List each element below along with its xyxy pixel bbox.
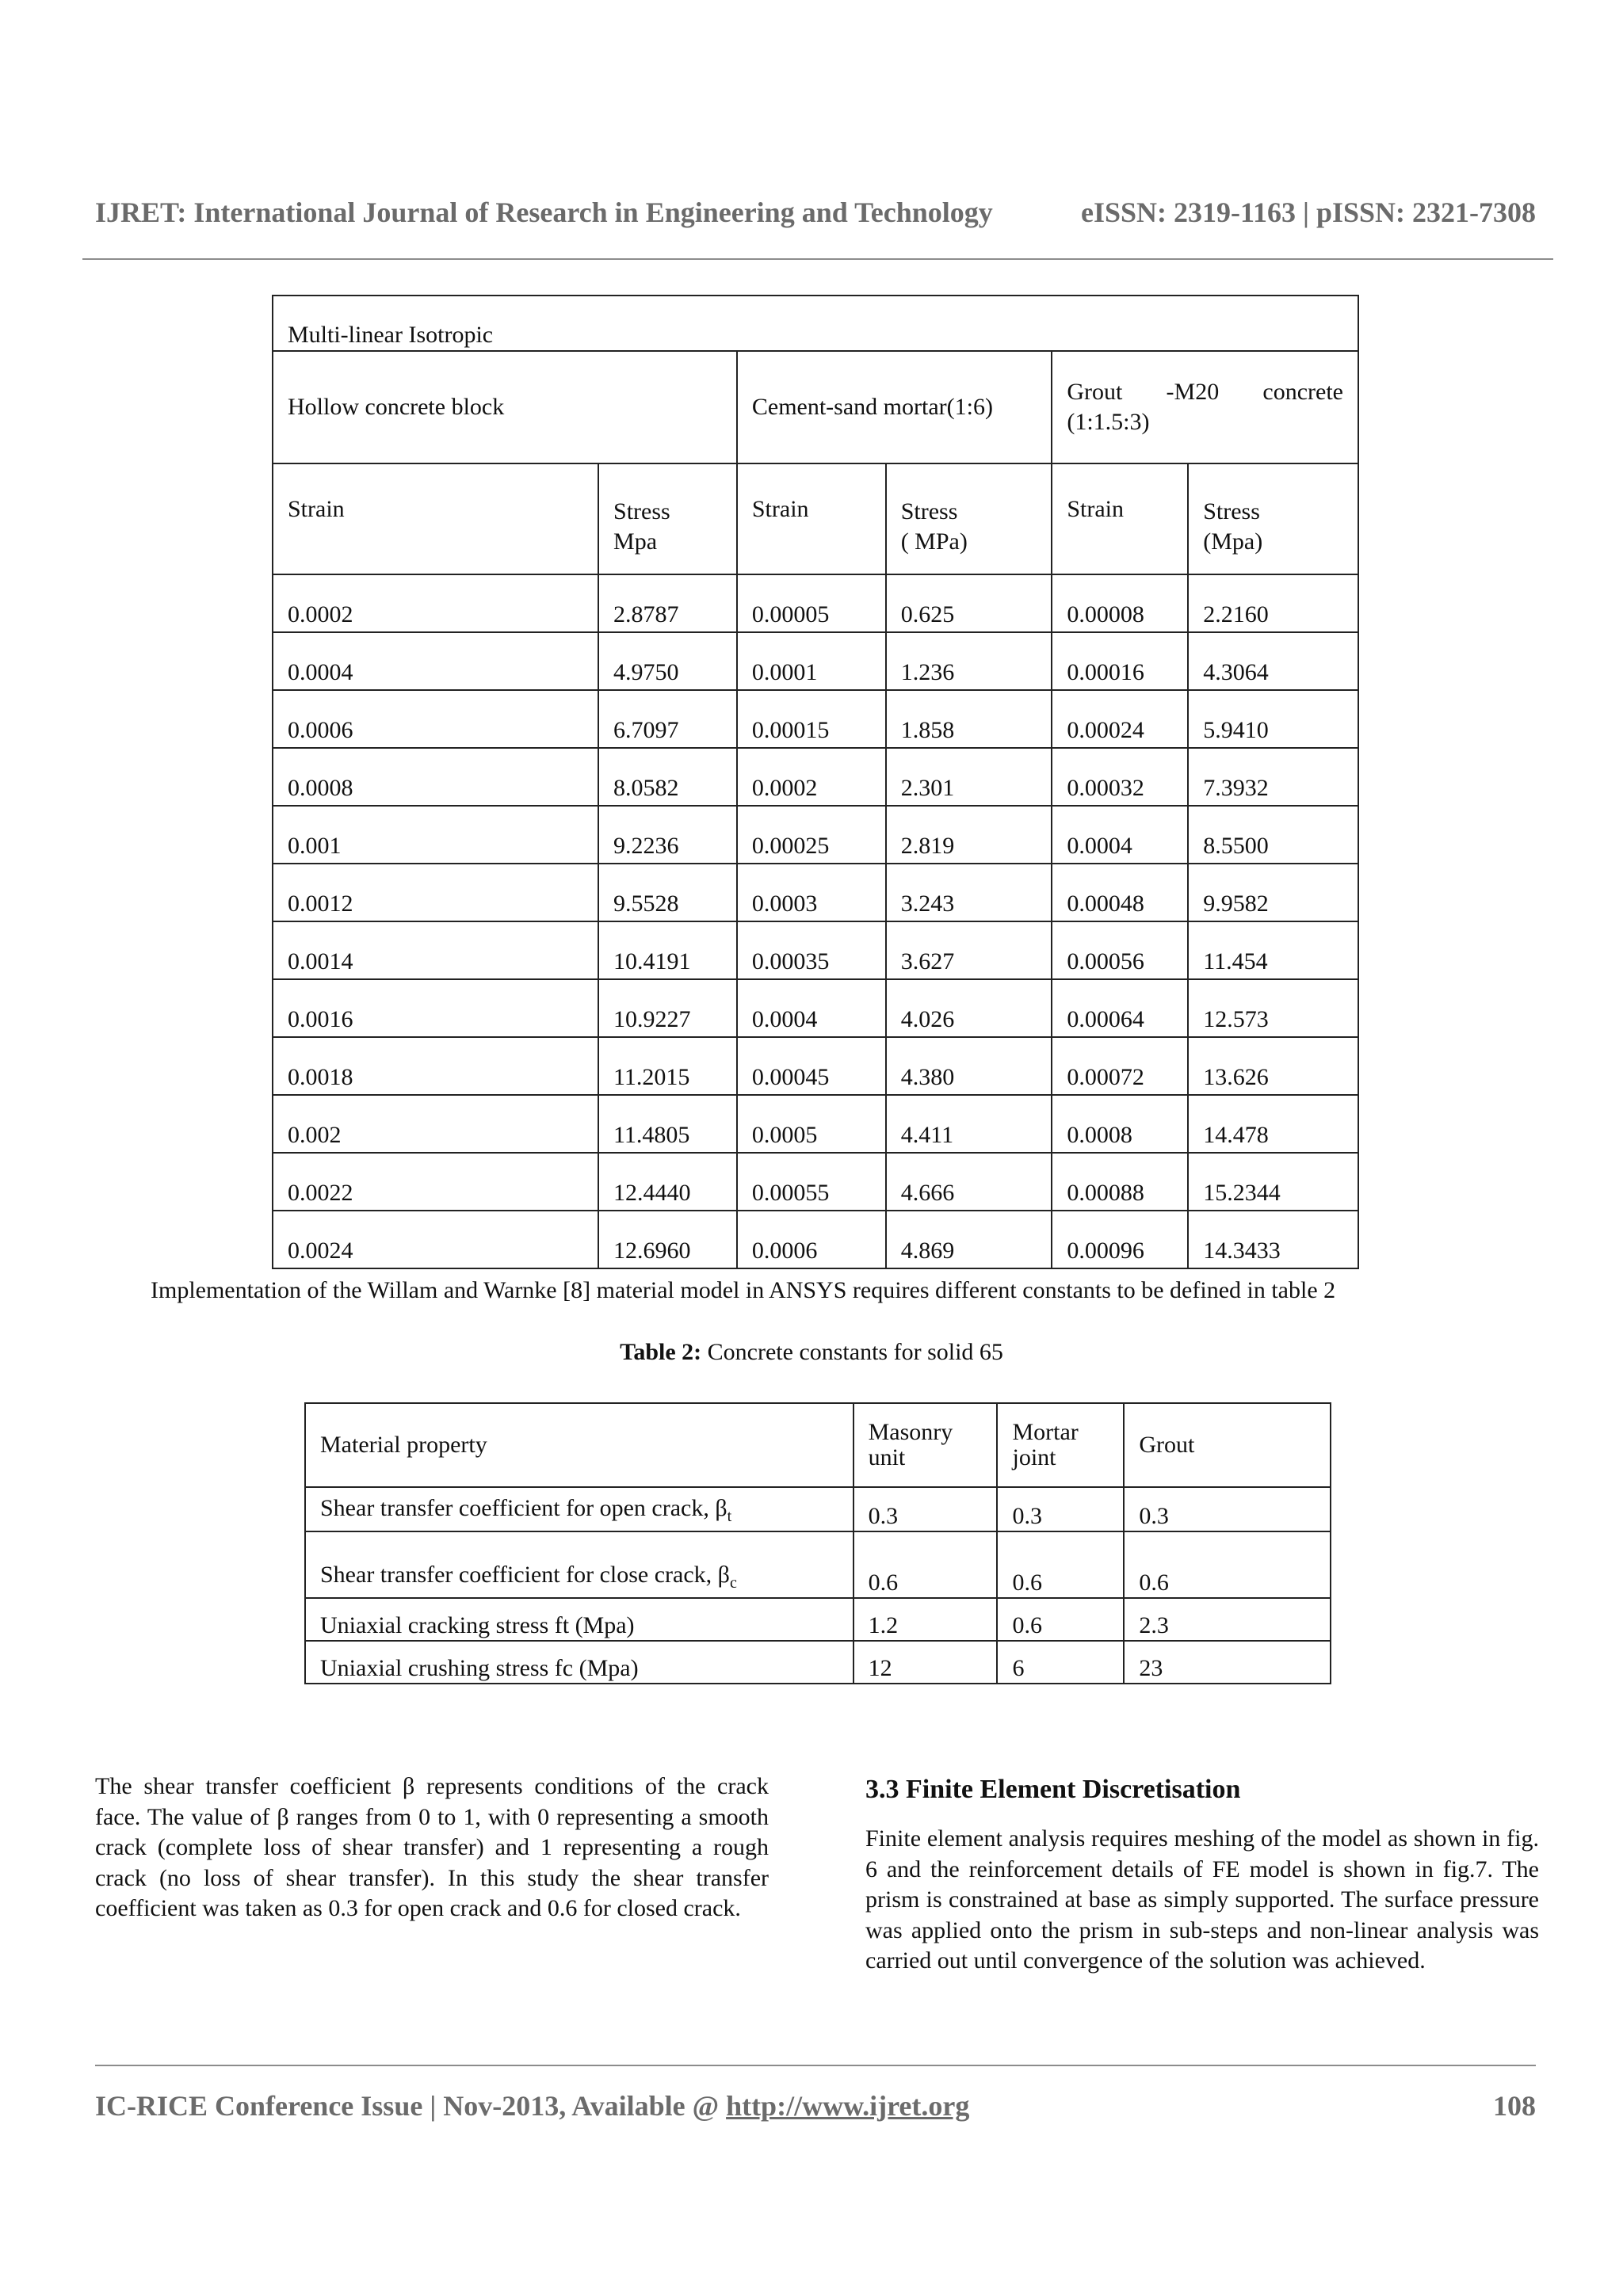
block-strain-cell: 0.002 bbox=[273, 1095, 598, 1153]
mortar-stress-cell: 4.869 bbox=[886, 1211, 1052, 1268]
mortar-stress-cell: 4.026 bbox=[886, 979, 1052, 1037]
grout-stress-cell: 14.3433 bbox=[1188, 1211, 1358, 1268]
grout-cell: 2.3 bbox=[1124, 1598, 1331, 1641]
footer-rule bbox=[95, 2065, 1536, 2066]
table-row bbox=[305, 1598, 1331, 1641]
table-row bbox=[273, 690, 1358, 748]
grout-cell: 0.6 bbox=[1124, 1531, 1331, 1598]
intro-line: Implementation of the Willam and Warnke [8] material model in ANSYS requires different constants to be defined in table 2 bbox=[151, 1277, 1336, 1303]
table2-header-row bbox=[305, 1403, 1331, 1487]
masonry-cell: 12 bbox=[854, 1641, 998, 1684]
col-stress-2: Stress ( MPa) bbox=[886, 463, 1052, 574]
block-stress-cell: 2.8787 bbox=[598, 574, 737, 632]
table-title-row bbox=[273, 296, 1358, 351]
header-material-property: Material property bbox=[305, 1403, 854, 1487]
block-stress-cell: 11.2015 bbox=[598, 1037, 737, 1095]
block-strain-cell: 0.0014 bbox=[273, 921, 598, 979]
issn-label: eISSN: 2319-1163 | pISSN: 2321-7308 bbox=[1081, 196, 1536, 228]
footer-issue: IC-RICE Conference Issue | Nov-2013, Available @ http://www.ijret.org bbox=[95, 2090, 970, 2122]
block-stress-cell: 10.4191 bbox=[598, 921, 737, 979]
block-stress-cell: 4.9750 bbox=[598, 632, 737, 690]
grout-strain-cell: 0.00008 bbox=[1052, 574, 1188, 632]
mortar-stress-cell: 1.858 bbox=[886, 690, 1052, 748]
mortar-strain-cell: 0.0002 bbox=[737, 748, 886, 806]
block-strain-cell: 0.0004 bbox=[273, 632, 598, 690]
material-header-row bbox=[273, 351, 1358, 463]
grout-strain-cell: 0.00088 bbox=[1052, 1153, 1188, 1211]
col-strain-3: Strain bbox=[1052, 463, 1188, 574]
col-strain-2: Strain bbox=[737, 463, 886, 574]
grout-strain-cell: 0.00032 bbox=[1052, 748, 1188, 806]
block-strain-cell: 0.0018 bbox=[273, 1037, 598, 1095]
column-header-row bbox=[273, 463, 1358, 574]
property-cell: Uniaxial cracking stress ft (Mpa) bbox=[305, 1598, 854, 1641]
mortar-strain-cell: 0.0001 bbox=[737, 632, 886, 690]
table-row bbox=[305, 1487, 1331, 1531]
grout-cell: 0.3 bbox=[1124, 1487, 1331, 1531]
table-row bbox=[273, 806, 1358, 864]
block-strain-cell: 0.0012 bbox=[273, 864, 598, 921]
block-strain-cell: 0.0024 bbox=[273, 1211, 598, 1268]
block-stress-cell: 9.2236 bbox=[598, 806, 737, 864]
mortar-stress-cell: 2.301 bbox=[886, 748, 1052, 806]
page-number: 108 bbox=[1493, 2090, 1536, 2122]
journal-title: IJRET: International Journal of Research in Engineering and Technology bbox=[95, 196, 993, 228]
property-cell: Shear transfer coefficient for close crack, $\beta_c$ bbox=[305, 1531, 854, 1598]
page-footer bbox=[95, 2082, 1536, 2130]
block-stress-cell: 11.4805 bbox=[598, 1095, 737, 1153]
table-row bbox=[273, 979, 1358, 1037]
mortar-strain-cell: 0.00045 bbox=[737, 1037, 886, 1095]
mortar-strain-cell: 0.0003 bbox=[737, 864, 886, 921]
block-strain-cell: 0.001 bbox=[273, 806, 598, 864]
grout-stress-cell: 5.9410 bbox=[1188, 690, 1358, 748]
grout-stress-cell: 9.9582 bbox=[1188, 864, 1358, 921]
shear-coefficient-paragraph: The shear transfer coefficient β represents conditions of the crack face. The value of β ranges from 0 to 1, with 0 representing a smooth crack (complete loss of shear transfer) and 1 representing a rough crack (no loss of shear transfer). In this study the shear transfer coefficient was taken as 0.3 for open crack and 0.6 for closed crack. bbox=[95, 1773, 769, 1921]
block-stress-cell: 9.5528 bbox=[598, 864, 737, 921]
masonry-cell: 0.3 bbox=[854, 1487, 998, 1531]
mortar-strain-cell: 0.0005 bbox=[737, 1095, 886, 1153]
mortar-strain-cell: 0.0004 bbox=[737, 979, 886, 1037]
mortar-stress-cell: 4.666 bbox=[886, 1153, 1052, 1211]
header-grout: Grout bbox=[1124, 1403, 1331, 1487]
mortar-stress-cell: 0.625 bbox=[886, 574, 1052, 632]
table-row bbox=[273, 1095, 1358, 1153]
header-rule bbox=[82, 258, 1553, 260]
block-strain-cell: 0.0006 bbox=[273, 690, 598, 748]
grout-strain-cell: 0.0004 bbox=[1052, 806, 1188, 864]
table-row bbox=[273, 632, 1358, 690]
mortar-stress-cell: 4.411 bbox=[886, 1095, 1052, 1153]
grout-stress-cell: 15.2344 bbox=[1188, 1153, 1358, 1211]
table2-caption-text: Concrete constants for solid 65 bbox=[701, 1339, 1003, 1365]
grout-cell: 23 bbox=[1124, 1641, 1331, 1684]
table-row bbox=[273, 921, 1358, 979]
mortar-cell: 0.6 bbox=[997, 1598, 1124, 1641]
grout-strain-cell: 0.0008 bbox=[1052, 1095, 1188, 1153]
journal-link[interactable]: http://www.ijret.org bbox=[726, 2090, 970, 2122]
block-strain-cell: 0.0002 bbox=[273, 574, 598, 632]
section-heading: 3.3 Finite Element Discretisation bbox=[865, 1775, 1241, 1804]
block-strain-cell: 0.0022 bbox=[273, 1153, 598, 1211]
block-stress-cell: 6.7097 bbox=[598, 690, 737, 748]
col-stress-3: Stress (Mpa) bbox=[1188, 463, 1358, 574]
mortar-strain-cell: 0.00025 bbox=[737, 806, 886, 864]
table-row bbox=[273, 1211, 1358, 1268]
masonry-cell: 1.2 bbox=[854, 1598, 998, 1641]
grout-stress-cell: 2.2160 bbox=[1188, 574, 1358, 632]
grout-strain-cell: 0.00024 bbox=[1052, 690, 1188, 748]
table-row bbox=[273, 1153, 1358, 1211]
mortar-cell: 6 bbox=[997, 1641, 1124, 1684]
masonry-cell: 0.6 bbox=[854, 1531, 998, 1598]
grout-stress-cell: 13.626 bbox=[1188, 1037, 1358, 1095]
table-row bbox=[305, 1641, 1331, 1684]
mortar-stress-cell: 3.627 bbox=[886, 921, 1052, 979]
concrete-constants-table bbox=[304, 1402, 1331, 1684]
property-cell: Uniaxial crushing stress fc (Mpa) bbox=[305, 1641, 854, 1684]
section-3-3 bbox=[865, 1772, 1539, 1977]
mortar-stress-cell: 2.819 bbox=[886, 806, 1052, 864]
grout-strain-cell: 0.00048 bbox=[1052, 864, 1188, 921]
table2-label: Table 2: bbox=[620, 1339, 702, 1365]
page-header bbox=[95, 189, 1536, 236]
mortar-stress-cell: 1.236 bbox=[886, 632, 1052, 690]
block-stress-cell: 12.6960 bbox=[598, 1211, 737, 1268]
mortar-strain-cell: 0.00015 bbox=[737, 690, 886, 748]
grout-stress-cell: 12.573 bbox=[1188, 979, 1358, 1037]
table-row bbox=[273, 1037, 1358, 1095]
block-strain-cell: 0.0008 bbox=[273, 748, 598, 806]
grout-strain-cell: 0.00072 bbox=[1052, 1037, 1188, 1095]
table-row bbox=[273, 574, 1358, 632]
material-mortar: Cement-sand mortar(1:6) bbox=[737, 351, 1052, 463]
block-stress-cell: 10.9227 bbox=[598, 979, 737, 1037]
grout-strain-cell: 0.00064 bbox=[1052, 979, 1188, 1037]
mortar-stress-cell: 3.243 bbox=[886, 864, 1052, 921]
property-cell: Shear transfer coefficient for open crack, $\beta_t$ bbox=[305, 1487, 854, 1531]
material-hollow-block: Hollow concrete block bbox=[273, 351, 737, 463]
block-stress-cell: 12.4440 bbox=[598, 1153, 737, 1211]
header-mortar-joint: Mortar joint bbox=[997, 1403, 1124, 1487]
grout-strain-cell: 0.00096 bbox=[1052, 1211, 1188, 1268]
grout-stress-cell: 4.3064 bbox=[1188, 632, 1358, 690]
col-strain-1: Strain bbox=[273, 463, 598, 574]
table-row bbox=[273, 748, 1358, 806]
block-strain-cell: 0.0016 bbox=[273, 979, 598, 1037]
grout-stress-cell: 14.478 bbox=[1188, 1095, 1358, 1153]
mortar-strain-cell: 0.00035 bbox=[737, 921, 886, 979]
mortar-strain-cell: 0.00005 bbox=[737, 574, 886, 632]
grout-stress-cell: 7.3932 bbox=[1188, 748, 1358, 806]
mortar-strain-cell: 0.0006 bbox=[737, 1211, 886, 1268]
table-row bbox=[273, 864, 1358, 921]
block-stress-cell: 8.0582 bbox=[598, 748, 737, 806]
table-title: Multi-linear Isotropic bbox=[273, 296, 1358, 351]
grout-strain-cell: 0.00016 bbox=[1052, 632, 1188, 690]
col-stress-1: Stress Mpa bbox=[598, 463, 737, 574]
mortar-cell: 0.3 bbox=[997, 1487, 1124, 1531]
table-row bbox=[305, 1531, 1331, 1598]
stress-strain-table bbox=[272, 295, 1359, 1269]
mortar-cell: 0.6 bbox=[997, 1531, 1124, 1598]
mortar-strain-cell: 0.00055 bbox=[737, 1153, 886, 1211]
table2-caption bbox=[0, 1339, 1623, 1366]
mortar-stress-cell: 4.380 bbox=[886, 1037, 1052, 1095]
section-body: Finite element analysis requires meshing of the model as shown in fig. 6 and the reinforcement details of FE model is shown in fig.7. The prism is constrained at base as simply supported. The surface pressure was applied onto the prism in sub-steps and non-linear analysis was carried out until convergence of the solution was achieved. bbox=[865, 1825, 1539, 1974]
header-masonry-unit: Masonry unit bbox=[854, 1403, 998, 1487]
material-grout: Grout -M20 concrete (1:1.5:3) bbox=[1052, 351, 1358, 463]
grout-stress-cell: 8.5500 bbox=[1188, 806, 1358, 864]
grout-stress-cell: 11.454 bbox=[1188, 921, 1358, 979]
grout-strain-cell: 0.00056 bbox=[1052, 921, 1188, 979]
